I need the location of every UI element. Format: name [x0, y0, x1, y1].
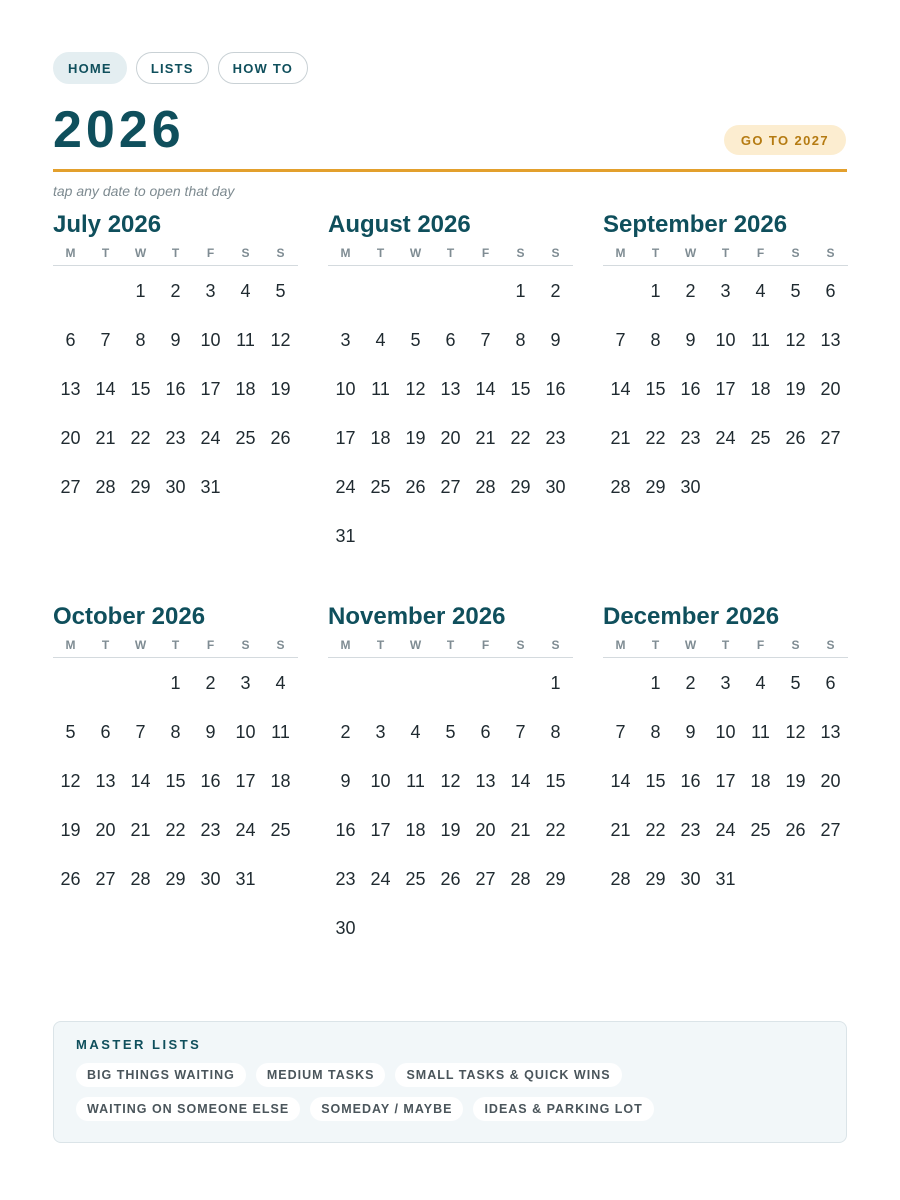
day-cell[interactable]: 13: [60, 379, 81, 399]
day-cell[interactable]: 18: [750, 379, 771, 399]
weekday-header: [53, 636, 298, 658]
day-cell[interactable]: 22: [510, 428, 531, 448]
weekday-label: F: [481, 246, 490, 260]
day-cell[interactable]: 22: [645, 428, 666, 448]
day-cell[interactable]: 30: [545, 477, 566, 497]
list-chip-medium-tasks[interactable]: MEDIUM TASKS: [256, 1063, 386, 1087]
day-cell[interactable]: 28: [475, 477, 496, 497]
weekday-label: W: [409, 246, 422, 260]
weekday-label: T: [376, 638, 385, 652]
day-cell[interactable]: 11: [751, 330, 770, 350]
day-cell[interactable]: 6: [825, 673, 836, 693]
day-cell[interactable]: 5: [410, 330, 421, 350]
day-blank: [433, 659, 468, 708]
month-november: [328, 602, 573, 953]
day-cell[interactable]: 10: [715, 330, 736, 350]
day-cell[interactable]: 27: [95, 869, 116, 889]
day-cell[interactable]: 6: [65, 330, 76, 350]
day-cell[interactable]: 16: [680, 379, 701, 399]
day-cell[interactable]: 20: [820, 379, 841, 399]
day-cell[interactable]: 1: [170, 673, 181, 693]
list-chip-someday-maybe[interactable]: SOMEDAY / MAYBE: [310, 1097, 463, 1121]
day-cell[interactable]: 21: [610, 428, 631, 448]
day-cell[interactable]: 3: [720, 281, 731, 301]
day-cell[interactable]: 30: [200, 869, 221, 889]
top-nav: [53, 52, 308, 84]
month-title: November 2026: [328, 603, 506, 630]
day-cell[interactable]: 24: [235, 820, 256, 840]
weekday-label: F: [481, 638, 490, 652]
day-blank: [53, 267, 88, 316]
day-cell[interactable]: 29: [645, 477, 666, 497]
weekday-label: T: [171, 638, 180, 652]
weekday-label: S: [791, 638, 800, 652]
day-cell[interactable]: 12: [270, 330, 291, 350]
day-cell[interactable]: 17: [715, 771, 736, 791]
header-divider: [53, 169, 847, 172]
weekday-label: W: [134, 638, 147, 652]
day-cell[interactable]: 23: [680, 820, 701, 840]
day-cell[interactable]: 31: [235, 869, 256, 889]
day-cell[interactable]: 11: [236, 330, 255, 350]
day-cell[interactable]: 22: [130, 428, 151, 448]
day-cell[interactable]: 27: [440, 477, 461, 497]
day-cell[interactable]: 11: [751, 722, 770, 742]
weekday-label: S: [516, 638, 525, 652]
day-cell[interactable]: 2: [550, 281, 561, 301]
day-cell[interactable]: 29: [510, 477, 531, 497]
day-cell[interactable]: 16: [545, 379, 566, 399]
day-cell[interactable]: 10: [335, 379, 356, 399]
day-cell[interactable]: 29: [645, 869, 666, 889]
day-cell[interactable]: 9: [205, 722, 216, 742]
day-cell[interactable]: 17: [715, 379, 736, 399]
weekday-label: M: [65, 246, 76, 260]
day-cell[interactable]: 14: [610, 771, 631, 791]
day-cell[interactable]: 1: [650, 281, 661, 301]
day-cell[interactable]: 12: [405, 379, 426, 399]
weekday-label: S: [241, 246, 250, 260]
day-cell[interactable]: 21: [95, 428, 116, 448]
day-cell[interactable]: 13: [820, 330, 841, 350]
day-cell[interactable]: 16: [680, 771, 701, 791]
weekday-label: T: [651, 246, 660, 260]
day-cell[interactable]: 14: [510, 771, 531, 791]
weekday-label: S: [791, 246, 800, 260]
day-grid: [328, 266, 573, 561]
day-cell[interactable]: 30: [335, 918, 356, 938]
weekday-label: S: [516, 246, 525, 260]
day-cell[interactable]: 17: [335, 428, 356, 448]
day-cell[interactable]: 11: [371, 379, 390, 399]
weekday-label: T: [651, 638, 660, 652]
day-cell[interactable]: 16: [165, 379, 186, 399]
day-cell[interactable]: 9: [550, 330, 561, 350]
day-cell[interactable]: 18: [750, 771, 771, 791]
day-cell[interactable]: 2: [170, 281, 181, 301]
day-grid: [53, 266, 298, 512]
day-cell[interactable]: 20: [60, 428, 81, 448]
master-lists-panel: [53, 1021, 847, 1143]
day-blank: [363, 267, 398, 316]
day-cell[interactable]: 15: [645, 771, 666, 791]
day-cell[interactable]: 18: [405, 820, 426, 840]
day-cell[interactable]: 15: [645, 379, 666, 399]
day-cell[interactable]: 18: [270, 771, 291, 791]
month-title: October 2026: [53, 603, 206, 630]
hint-text: tap any date to open that day: [53, 183, 235, 199]
day-cell[interactable]: 20: [440, 428, 461, 448]
day-grid: [603, 658, 848, 904]
day-cell[interactable]: 23: [335, 869, 356, 889]
day-cell[interactable]: 2: [685, 673, 696, 693]
day-cell[interactable]: 5: [445, 722, 456, 742]
day-blank: [88, 267, 123, 316]
day-cell[interactable]: 6: [480, 722, 491, 742]
day-cell[interactable]: 5: [790, 673, 801, 693]
day-cell[interactable]: 30: [165, 477, 186, 497]
day-cell[interactable]: 31: [715, 869, 736, 889]
day-blank: [398, 659, 433, 708]
day-blank: [468, 659, 503, 708]
day-grid: [328, 658, 573, 953]
nav-how-to-button[interactable]: HOW TO: [218, 52, 308, 84]
weekday-label: T: [721, 246, 730, 260]
day-cell[interactable]: 20: [820, 771, 841, 791]
day-cell[interactable]: 7: [615, 722, 626, 742]
day-cell[interactable]: 26: [60, 869, 81, 889]
day-cell[interactable]: 7: [615, 330, 626, 350]
weekday-label: W: [134, 246, 147, 260]
day-cell[interactable]: 2: [685, 281, 696, 301]
day-cell[interactable]: 4: [755, 673, 766, 693]
day-blank: [398, 267, 433, 316]
day-cell[interactable]: 30: [680, 477, 701, 497]
day-cell[interactable]: 25: [370, 477, 391, 497]
day-cell[interactable]: 14: [95, 379, 116, 399]
day-cell[interactable]: 9: [685, 722, 696, 742]
day-cell[interactable]: 3: [720, 673, 731, 693]
day-blank: [123, 659, 158, 708]
day-cell[interactable]: 25: [405, 869, 426, 889]
day-cell[interactable]: 15: [130, 379, 151, 399]
day-cell[interactable]: 5: [275, 281, 286, 301]
weekday-label: S: [826, 246, 835, 260]
day-cell[interactable]: 21: [130, 820, 151, 840]
day-cell[interactable]: 24: [335, 477, 356, 497]
month-october: [53, 602, 298, 904]
day-cell[interactable]: 19: [270, 379, 291, 399]
weekday-header: [328, 244, 573, 266]
weekday-header: [328, 636, 573, 658]
month-december: [603, 602, 848, 904]
day-cell[interactable]: 8: [550, 722, 561, 742]
day-cell[interactable]: 8: [170, 722, 181, 742]
day-blank: [328, 267, 363, 316]
weekday-label: S: [826, 638, 835, 652]
day-cell[interactable]: 5: [790, 281, 801, 301]
go-to-next-year-button[interactable]: GO TO 2027: [724, 125, 846, 155]
day-cell[interactable]: 10: [715, 722, 736, 742]
month-title: December 2026: [603, 603, 780, 630]
weekday-label: T: [446, 638, 455, 652]
list-chip-small-tasks[interactable]: SMALL TASKS & QUICK WINS: [395, 1063, 621, 1087]
day-cell[interactable]: 11: [406, 771, 425, 791]
day-cell[interactable]: 10: [235, 722, 256, 742]
day-cell[interactable]: 26: [440, 869, 461, 889]
weekday-label: M: [615, 638, 626, 652]
master-lists-title: MASTER LISTS: [76, 1037, 202, 1052]
weekday-label: T: [101, 246, 110, 260]
day-cell[interactable]: 29: [130, 477, 151, 497]
day-cell[interactable]: 19: [785, 379, 806, 399]
day-cell[interactable]: 3: [205, 281, 216, 301]
day-cell[interactable]: 17: [200, 379, 221, 399]
day-cell[interactable]: 4: [375, 330, 386, 350]
weekday-header: [53, 244, 298, 266]
month-september: [603, 210, 848, 512]
list-chip-big-things[interactable]: BIG THINGS WAITING: [76, 1063, 246, 1087]
day-cell[interactable]: 29: [165, 869, 186, 889]
day-cell[interactable]: 3: [375, 722, 386, 742]
day-cell[interactable]: 28: [510, 869, 531, 889]
day-cell[interactable]: 3: [340, 330, 351, 350]
day-cell[interactable]: 31: [335, 526, 356, 546]
master-lists-chips: [76, 1063, 776, 1121]
month-august: [328, 210, 573, 561]
day-cell[interactable]: 16: [200, 771, 221, 791]
day-cell[interactable]: 18: [370, 428, 391, 448]
day-blank: [433, 267, 468, 316]
day-cell[interactable]: 21: [510, 820, 531, 840]
weekday-label: F: [756, 246, 765, 260]
day-cell[interactable]: 20: [95, 820, 116, 840]
day-cell[interactable]: 22: [645, 820, 666, 840]
day-cell[interactable]: 19: [405, 428, 426, 448]
day-cell[interactable]: 2: [205, 673, 216, 693]
list-chip-ideas-parking-lot[interactable]: IDEAS & PARKING LOT: [473, 1097, 653, 1121]
day-cell[interactable]: 4: [755, 281, 766, 301]
day-cell[interactable]: 10: [370, 771, 391, 791]
weekday-label: W: [409, 638, 422, 652]
weekday-label: M: [615, 246, 626, 260]
day-cell[interactable]: 8: [650, 330, 661, 350]
day-cell[interactable]: 4: [240, 281, 251, 301]
day-cell[interactable]: 8: [650, 722, 661, 742]
weekday-label: S: [551, 246, 560, 260]
day-cell[interactable]: 21: [610, 820, 631, 840]
day-cell[interactable]: 25: [235, 428, 256, 448]
day-cell[interactable]: 5: [65, 722, 76, 742]
day-cell[interactable]: 1: [550, 673, 561, 693]
day-cell[interactable]: 24: [715, 428, 736, 448]
day-cell[interactable]: 27: [60, 477, 81, 497]
month-july: [53, 210, 298, 512]
day-cell[interactable]: 22: [165, 820, 186, 840]
day-cell[interactable]: 14: [475, 379, 496, 399]
day-cell[interactable]: 2: [340, 722, 351, 742]
day-blank: [503, 659, 538, 708]
day-cell[interactable]: 6: [445, 330, 456, 350]
day-cell[interactable]: 31: [200, 477, 221, 497]
day-cell[interactable]: 3: [240, 673, 251, 693]
day-cell[interactable]: 23: [680, 428, 701, 448]
page-title: 2026: [53, 101, 185, 159]
day-cell[interactable]: 26: [785, 820, 806, 840]
day-cell[interactable]: 6: [100, 722, 111, 742]
month-title: August 2026: [328, 211, 471, 238]
day-cell[interactable]: 23: [545, 428, 566, 448]
day-cell[interactable]: 9: [685, 330, 696, 350]
day-cell[interactable]: 7: [515, 722, 526, 742]
day-cell[interactable]: 1: [515, 281, 526, 301]
weekday-label: M: [340, 638, 351, 652]
weekday-label: S: [276, 638, 285, 652]
day-cell[interactable]: 1: [650, 673, 661, 693]
day-cell[interactable]: 25: [750, 428, 771, 448]
day-cell[interactable]: 14: [610, 379, 631, 399]
day-cell[interactable]: 8: [515, 330, 526, 350]
day-cell[interactable]: 26: [405, 477, 426, 497]
day-cell[interactable]: 10: [200, 330, 221, 350]
day-cell[interactable]: 18: [235, 379, 256, 399]
day-cell[interactable]: 27: [820, 428, 841, 448]
day-cell[interactable]: 17: [370, 820, 391, 840]
day-cell[interactable]: 28: [610, 869, 631, 889]
weekday-label: M: [65, 638, 76, 652]
day-blank: [328, 659, 363, 708]
day-cell[interactable]: 12: [785, 722, 806, 742]
day-cell[interactable]: 7: [135, 722, 146, 742]
month-title: July 2026: [53, 211, 162, 238]
day-cell[interactable]: 23: [200, 820, 221, 840]
day-cell[interactable]: 15: [510, 379, 531, 399]
day-cell[interactable]: 25: [270, 820, 291, 840]
day-cell[interactable]: 7: [480, 330, 491, 350]
day-cell[interactable]: 17: [235, 771, 256, 791]
day-cell[interactable]: 6: [825, 281, 836, 301]
weekday-label: T: [101, 638, 110, 652]
day-cell[interactable]: 19: [60, 820, 81, 840]
day-cell[interactable]: 28: [610, 477, 631, 497]
day-cell[interactable]: 12: [785, 330, 806, 350]
day-cell[interactable]: 24: [715, 820, 736, 840]
day-cell[interactable]: 19: [785, 771, 806, 791]
day-blank: [363, 659, 398, 708]
day-cell[interactable]: 25: [750, 820, 771, 840]
day-cell[interactable]: 20: [475, 820, 496, 840]
weekday-label: F: [206, 638, 215, 652]
day-cell[interactable]: 23: [165, 428, 186, 448]
day-grid: [603, 266, 848, 512]
day-cell[interactable]: 29: [545, 869, 566, 889]
weekday-label: S: [551, 638, 560, 652]
day-cell[interactable]: 14: [130, 771, 151, 791]
day-cell[interactable]: 12: [440, 771, 461, 791]
day-cell[interactable]: 26: [270, 428, 291, 448]
weekday-label: M: [340, 246, 351, 260]
weekday-label: T: [446, 246, 455, 260]
weekday-label: T: [376, 246, 385, 260]
weekday-header: [603, 244, 848, 266]
day-cell[interactable]: 30: [680, 869, 701, 889]
day-cell[interactable]: 27: [475, 869, 496, 889]
weekday-label: S: [241, 638, 250, 652]
day-cell[interactable]: 9: [340, 771, 351, 791]
day-cell[interactable]: 24: [370, 869, 391, 889]
day-cell[interactable]: 15: [545, 771, 566, 791]
day-cell[interactable]: 19: [440, 820, 461, 840]
weekday-label: S: [276, 246, 285, 260]
day-cell[interactable]: 4: [410, 722, 421, 742]
day-blank: [53, 659, 88, 708]
weekday-label: W: [684, 246, 697, 260]
day-cell[interactable]: 22: [545, 820, 566, 840]
day-cell[interactable]: 21: [475, 428, 496, 448]
day-blank: [468, 267, 503, 316]
day-cell[interactable]: 26: [785, 428, 806, 448]
weekday-label: F: [756, 638, 765, 652]
weekday-label: F: [206, 246, 215, 260]
day-cell[interactable]: 13: [440, 379, 461, 399]
day-cell[interactable]: 15: [165, 771, 186, 791]
day-blank: [603, 659, 638, 708]
day-cell[interactable]: 24: [200, 428, 221, 448]
weekday-label: T: [721, 638, 730, 652]
day-cell[interactable]: 13: [475, 771, 496, 791]
day-cell[interactable]: 13: [95, 771, 116, 791]
list-chip-waiting-on-someone[interactable]: WAITING ON SOMEONE ELSE: [76, 1097, 300, 1121]
day-cell[interactable]: 16: [335, 820, 356, 840]
day-cell[interactable]: 13: [820, 722, 841, 742]
day-cell[interactable]: 1: [135, 281, 146, 301]
day-cell[interactable]: 11: [271, 722, 290, 742]
month-title: September 2026: [603, 211, 788, 238]
day-cell[interactable]: 27: [820, 820, 841, 840]
weekday-label: W: [684, 638, 697, 652]
day-cell[interactable]: 28: [95, 477, 116, 497]
day-cell[interactable]: 9: [170, 330, 181, 350]
nav-lists-button[interactable]: LISTS: [136, 52, 209, 84]
day-cell[interactable]: 8: [135, 330, 146, 350]
day-cell[interactable]: 28: [130, 869, 151, 889]
day-blank: [88, 659, 123, 708]
weekday-label: T: [171, 246, 180, 260]
nav-home-button[interactable]: HOME: [53, 52, 127, 84]
weekday-header: [603, 636, 848, 658]
day-cell[interactable]: 7: [100, 330, 111, 350]
day-blank: [603, 267, 638, 316]
day-cell[interactable]: 4: [275, 673, 286, 693]
day-cell[interactable]: 12: [60, 771, 81, 791]
day-grid: [53, 658, 298, 904]
